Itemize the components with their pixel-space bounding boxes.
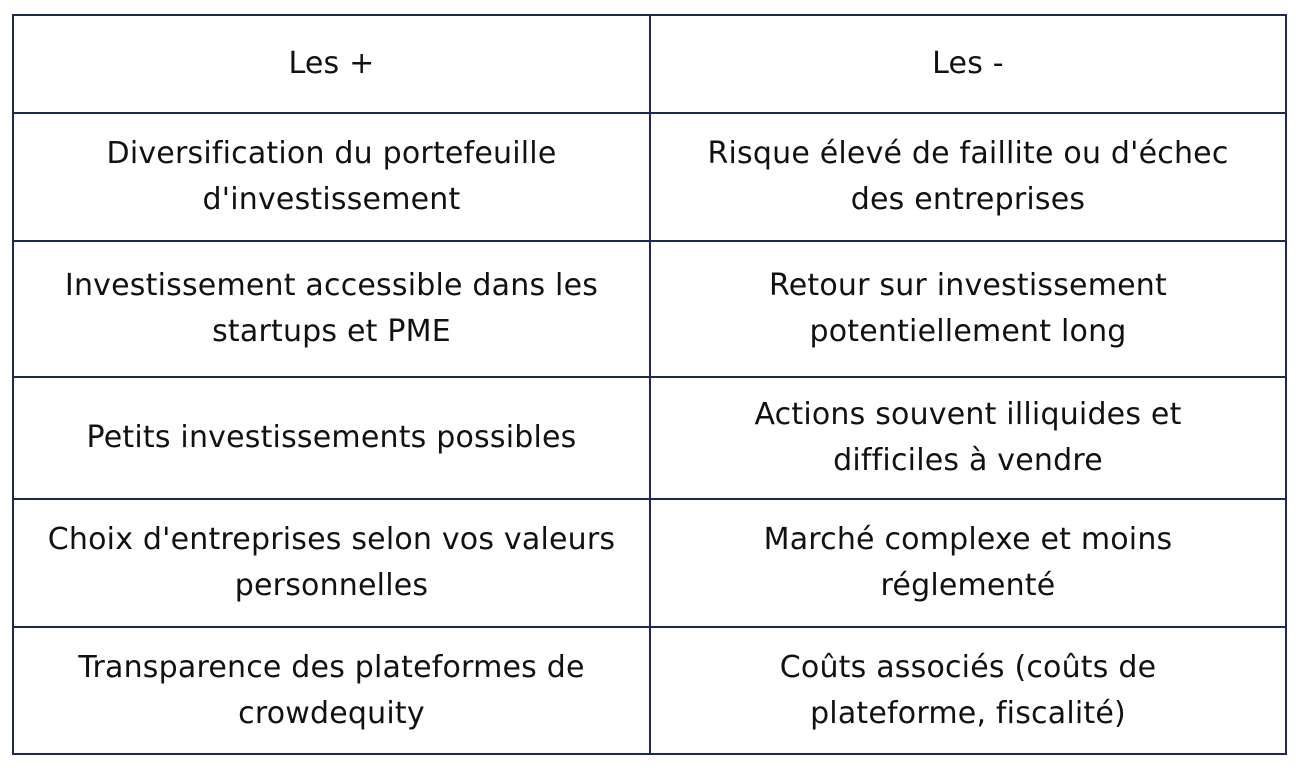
row-1-pros-line-1: Diversification du portefeuille: [106, 136, 557, 171]
row-3-cons-line-2: difficiles à vendre: [833, 443, 1103, 478]
row-1-pros-line-2: d'investissement: [202, 182, 461, 217]
row-2-cons-line-1: Retour sur investissement: [769, 268, 1167, 303]
row-5-pros-line-1: Transparence des plateformes de: [78, 649, 585, 685]
row-5-pros: [14, 628, 651, 753]
row-2-cons-line-2: potentiellement long: [809, 314, 1127, 349]
header-pros: [14, 16, 651, 114]
row-4-cons-line-1: Marché complexe et moins: [763, 522, 1173, 557]
row-2-pros-line-1: Investissement accessible dans les: [64, 268, 599, 303]
row-3-cons-line-1: Actions souvent illiquides et: [754, 397, 1182, 432]
row-1-cons-line-2: des entreprises: [850, 182, 1086, 217]
row-4-pros-line-1: Choix d'entreprises selon vos valeurs: [47, 522, 616, 557]
row-2-cons: [651, 242, 1285, 378]
row-3-cons: [651, 378, 1285, 500]
row-5-cons: [651, 628, 1285, 753]
row-4-cons: [651, 500, 1285, 628]
header-pros-label: Les +: [288, 46, 375, 81]
row-5-pros-line-2: crowdequity: [238, 695, 425, 731]
header-cons-label: Les -: [932, 46, 1004, 81]
row-1-pros: [14, 114, 651, 242]
row-5-cons-line-1: Coûts associés (coûts de: [779, 649, 1157, 685]
row-1-cons: [651, 114, 1285, 242]
row-2-pros-line-2: startups et PME: [212, 314, 451, 349]
row-5-cons-line-2: plateforme, fiscalité): [810, 695, 1126, 731]
row-2-pros: [14, 242, 651, 378]
row-1-cons-line-1: Risque élevé de faillite ou d'échec: [707, 136, 1229, 171]
row-3-pros-line-1: Petits investissements possibles: [86, 420, 577, 455]
row-3-pros: [14, 378, 651, 500]
row-4-cons-line-2: réglementé: [880, 568, 1056, 603]
header-cons: [651, 16, 1285, 114]
pros-cons-table: [12, 14, 1287, 755]
row-4-pros: [14, 500, 651, 628]
row-4-pros-line-2: personnelles: [234, 568, 429, 603]
